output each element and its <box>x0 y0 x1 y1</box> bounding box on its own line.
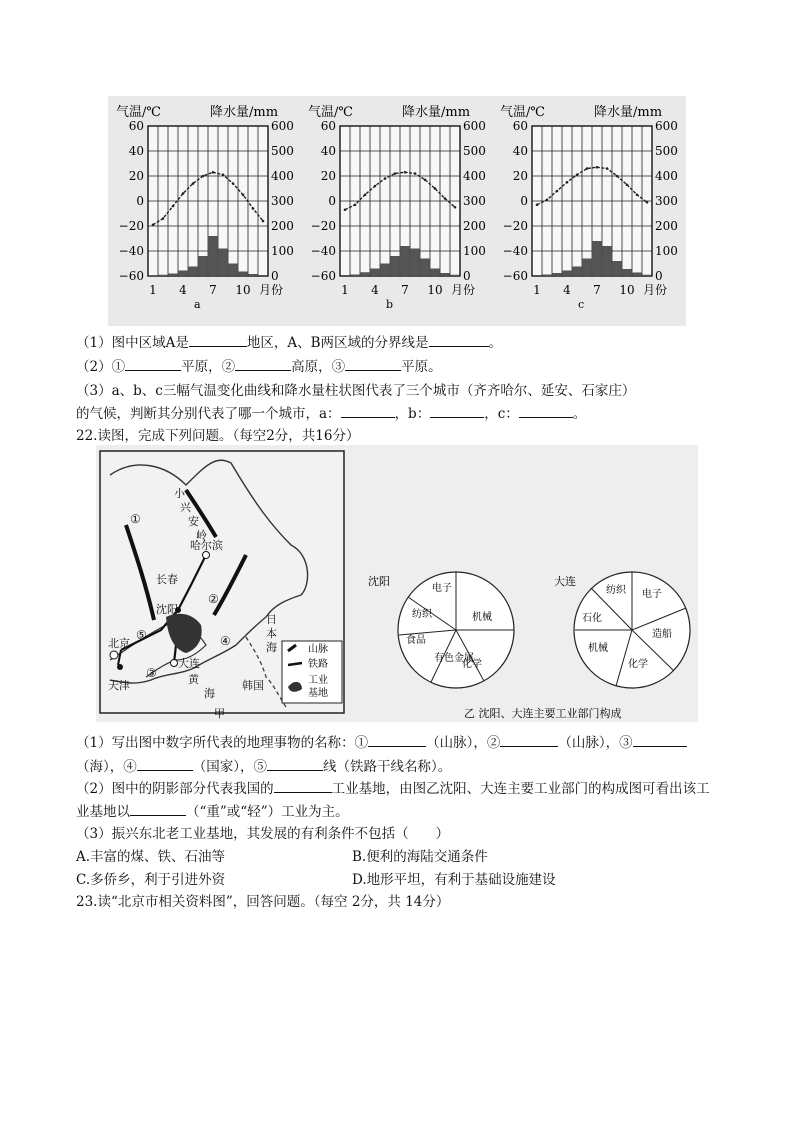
month-tick-label: 7 <box>593 283 601 297</box>
marker-1: ① <box>130 512 141 526</box>
precip-bar <box>179 271 188 277</box>
precip-bar <box>533 275 542 276</box>
precip-bar <box>169 274 178 277</box>
temperature-point <box>424 178 427 181</box>
label-japan-sea-3: 海 <box>266 641 277 654</box>
answer-blank[interactable] <box>137 758 193 771</box>
map-legend <box>282 641 342 703</box>
temperature-point <box>262 220 265 223</box>
precip-tick-label: 200 <box>655 219 678 233</box>
q23-header: 23.读“北京市相关资料图”，回答问题。（每空 2分，共 14分） <box>76 894 450 910</box>
temperature-point <box>242 193 245 196</box>
temp-tick-label: −20 <box>310 219 336 233</box>
precip-tick-label: 0 <box>271 269 279 283</box>
precip-tick-label: 100 <box>271 244 294 258</box>
right-axis-title: 降水量/mm <box>210 105 279 120</box>
pie-shenyang-sector-fangzhi: 纺织 <box>412 609 432 620</box>
temperature-point <box>586 167 589 170</box>
q22-l1-text-c: （山脉），③ <box>558 735 633 751</box>
q22-option-a[interactable]: A.丰富的煤、铁、石油等 <box>76 849 226 865</box>
legend-industry-label-2: 基地 <box>308 688 328 699</box>
temp-tick-label: 40 <box>320 144 336 158</box>
q21-l4-text-d: 。 <box>572 406 587 422</box>
precip-bar <box>451 275 460 276</box>
temperature-point <box>616 175 619 178</box>
pie-shenyang-sector-shipin: 食品 <box>406 635 426 646</box>
legend-industry-label-1: 工业 <box>308 675 328 686</box>
temperature-point <box>434 187 437 190</box>
precip-bar <box>553 273 562 276</box>
precip-bar <box>623 269 632 276</box>
answer-blank[interactable] <box>267 758 323 771</box>
pie-caption: 乙 沈阳、大连主要工业部门构成 <box>464 707 622 720</box>
q22-l2-text-b: （国家），⑤ <box>192 759 267 775</box>
q21-l4-text-c: ，c： <box>484 406 519 422</box>
precip-tick-label: 0 <box>655 269 663 283</box>
temperature-point <box>162 217 165 220</box>
climate-charts-figure <box>108 96 686 326</box>
temperature-point <box>576 173 579 176</box>
precip-bar <box>543 275 552 277</box>
temperature-point <box>222 173 225 176</box>
q21-l2-text-d: 平原。 <box>401 359 442 375</box>
city-tianjin-marker <box>117 664 123 670</box>
temp-tick-label: −40 <box>502 244 528 258</box>
answer-blank[interactable] <box>341 405 395 418</box>
pie-shenyang <box>398 572 514 688</box>
q21-line-2 <box>76 355 442 375</box>
temperature-point <box>626 183 629 186</box>
precip-bar <box>633 273 642 277</box>
q22-line-3 <box>76 777 710 797</box>
chart-letter: c <box>578 298 585 311</box>
precip-tick-label: 600 <box>271 119 294 133</box>
label-japan-sea-2: 本 <box>266 627 277 640</box>
temperature-point <box>404 171 407 174</box>
temp-tick-label: −40 <box>118 244 144 258</box>
temperature-point <box>596 166 599 169</box>
precip-bar <box>603 246 612 276</box>
map-and-pies-svg <box>96 445 698 722</box>
temperature-point <box>202 175 205 178</box>
q22-l4-text-b: （“重”或“轻”）工业为主。 <box>186 804 349 820</box>
precip-tick-label: 400 <box>271 169 294 183</box>
precip-bar <box>189 267 198 277</box>
month-unit-label: 月份 <box>450 283 476 297</box>
precip-tick-label: 0 <box>463 269 471 283</box>
temp-tick-label: 20 <box>320 169 336 183</box>
label-xing: 兴 <box>180 501 191 514</box>
q22-option-b[interactable]: B.便利的海陆交通条件 <box>352 849 488 865</box>
temperature-point <box>414 172 417 175</box>
label-harbin: 哈尔滨 <box>190 539 223 552</box>
q22-line-4 <box>76 800 349 820</box>
temperature-point <box>152 223 155 226</box>
pie-shenyang-sector-huaxue: 化学 <box>462 659 482 670</box>
precip-bar <box>229 264 238 277</box>
temperature-point <box>172 205 175 208</box>
temp-tick-label: 0 <box>520 194 528 208</box>
q22-l1-text-a: （1）写出图中数字所代表的地理事物的名称：① <box>76 735 369 751</box>
precip-bar <box>583 259 592 277</box>
marker-5: ⑤ <box>136 628 147 642</box>
temperature-point <box>454 206 457 209</box>
pie-shenyang-sector-jixie: 机械 <box>472 612 492 623</box>
q22-option-d[interactable]: D.地形平坦，有利于基础设施建设 <box>352 872 556 888</box>
precip-bar <box>159 275 168 276</box>
label-beijing: 北京 <box>108 637 130 650</box>
precip-tick-label: 300 <box>271 194 294 208</box>
temperature-point <box>556 190 559 193</box>
pie-dalian-sector-dianzi: 电子 <box>642 589 662 600</box>
month-tick-label: 10 <box>619 283 635 297</box>
precip-bar <box>219 249 228 277</box>
temperature-point <box>566 181 569 184</box>
answer-blank[interactable] <box>368 734 426 747</box>
temperature-point <box>536 203 539 206</box>
month-unit-label: 月份 <box>258 283 284 297</box>
precip-bar <box>351 275 360 277</box>
q21-l1-text-b: 地区，A、B两区域的分界线是 <box>246 335 429 351</box>
pie-shenyang-sector-youse: 有色金属 <box>434 653 474 664</box>
label-japan-sea-1: 日 <box>266 613 277 626</box>
temperature-point <box>384 177 387 180</box>
q22-line-5: （3）振兴东北老工业基地，其发展的有利条件不包括（ ） <box>76 826 450 842</box>
precip-bar <box>391 256 400 276</box>
precip-bar <box>593 241 602 276</box>
precip-tick-label: 100 <box>655 244 678 258</box>
pie-dalian-sector-shihua: 石化 <box>582 613 602 624</box>
precip-bar <box>421 259 430 277</box>
pie-dalian-title: 大连 <box>554 575 576 588</box>
temp-tick-label: −60 <box>502 269 528 283</box>
pie-dalian-sector-jixie: 机械 <box>588 643 608 654</box>
temperature-point <box>192 182 195 185</box>
precip-bar <box>239 272 248 277</box>
label-dalian: 大连 <box>178 657 200 670</box>
temp-tick-label: −40 <box>310 244 336 258</box>
month-tick-label: 10 <box>235 283 251 297</box>
precip-tick-label: 600 <box>463 119 486 133</box>
label-ling: 岭 <box>196 529 207 542</box>
answer-blank[interactable] <box>430 405 484 418</box>
label-korea: 韩国 <box>242 679 264 692</box>
precip-bar <box>431 269 440 277</box>
legend-railway-label: 铁路 <box>308 659 328 670</box>
pie-dalian-sector-fangzhi: 纺织 <box>606 585 626 596</box>
marker-2: ② <box>208 592 219 606</box>
month-tick-label: 4 <box>371 283 379 297</box>
pie-shenyang-title: 沈阳 <box>368 575 390 588</box>
precip-tick-label: 500 <box>655 144 678 158</box>
label-hai: 海 <box>204 687 215 700</box>
temp-tick-label: 60 <box>320 119 336 133</box>
northeast-map-figure <box>96 445 698 722</box>
q21-l1-text-a: （1）图中区域A是 <box>76 335 189 351</box>
precip-bar <box>381 264 390 277</box>
q22-l3-text-b: 工业基地，由图乙沈阳、大连主要工业部门的构成图可看出该工 <box>331 781 710 797</box>
q21-l2-text-b: 平原，② <box>181 359 236 375</box>
temp-tick-label: 40 <box>128 144 144 158</box>
map-jia-label: 甲 <box>214 707 225 720</box>
precip-tick-label: 500 <box>463 144 486 158</box>
right-axis-title: 降水量/mm <box>594 105 663 120</box>
month-tick-label: 1 <box>533 283 541 297</box>
q21-line-3: （3）a、b、c三幅气温变化曲线和降水量柱状图代表了三个城市（齐齐哈尔、延安、石家庄） <box>76 383 636 399</box>
precip-bar <box>259 275 268 276</box>
precip-tick-label: 300 <box>655 194 678 208</box>
marker-4: ④ <box>220 634 231 648</box>
precip-bar <box>441 273 450 276</box>
temp-tick-label: 60 <box>128 119 144 133</box>
temperature-point <box>354 203 357 206</box>
temp-tick-label: 0 <box>136 194 144 208</box>
precip-tick-label: 200 <box>271 219 294 233</box>
temp-tick-label: −60 <box>310 269 336 283</box>
left-axis-title: 气温/℃ <box>116 105 161 120</box>
month-tick-label: 1 <box>341 283 349 297</box>
q21-line-4 <box>76 402 586 422</box>
answer-blank[interactable] <box>429 334 489 347</box>
answer-blank[interactable] <box>189 334 247 347</box>
q22-l2-text-c: 线（铁路干线名称）。 <box>323 759 452 775</box>
label-xiao: 小 <box>174 487 185 500</box>
city-beijing-marker <box>110 651 118 659</box>
answer-blank[interactable] <box>274 780 332 793</box>
pie-dalian-sector-zaochuan: 造船 <box>652 629 672 640</box>
precip-bar <box>411 249 420 277</box>
climate-charts-svg <box>108 96 686 326</box>
q22-line-1 <box>76 731 687 751</box>
month-tick-label: 7 <box>401 283 409 297</box>
precip-bar <box>341 275 350 276</box>
temperature-point <box>394 172 397 175</box>
q22-l2-text-a: （海），④ <box>76 759 137 775</box>
precip-tick-label: 300 <box>463 194 486 208</box>
label-huang: 黄 <box>188 673 199 686</box>
precip-bar <box>149 275 158 276</box>
temp-tick-label: −20 <box>502 219 528 233</box>
month-tick-label: 4 <box>563 283 571 297</box>
q21-l2-text-c: 高原，③ <box>291 359 346 375</box>
precip-bar <box>371 269 380 277</box>
month-tick-label: 10 <box>427 283 443 297</box>
answer-blank[interactable] <box>235 358 291 371</box>
temperature-point <box>232 182 235 185</box>
temperature-point <box>374 185 377 188</box>
precip-tick-label: 200 <box>463 219 486 233</box>
pie-shenyang-sector-dianzi: 电子 <box>432 583 452 594</box>
temperature-point <box>606 167 609 170</box>
answer-blank[interactable] <box>519 405 573 418</box>
temp-tick-label: −20 <box>118 219 144 233</box>
temperature-point <box>444 197 447 200</box>
temperature-point <box>636 193 639 196</box>
temp-tick-label: 40 <box>512 144 528 158</box>
q22-option-c[interactable]: C.多侨乡，利于引进外资 <box>76 872 226 888</box>
q22-header: 22.读图，完成下列问题。（每空2分，共16分） <box>76 428 360 444</box>
label-an: 安 <box>188 515 199 528</box>
chart-letter: b <box>386 298 394 311</box>
label-shenyang: 沈阳 <box>156 603 178 616</box>
q22-l1-text-b: （山脉），② <box>426 735 501 751</box>
label-tianjin: 天津 <box>108 679 130 692</box>
q22-l4-text-a: 业基地以 <box>76 804 130 820</box>
precip-bar <box>361 272 370 276</box>
legend-mountain-label: 山脉 <box>308 644 328 655</box>
month-tick-label: 7 <box>209 283 217 297</box>
precip-tick-label: 400 <box>655 169 678 183</box>
left-axis-title: 气温/℃ <box>500 105 545 120</box>
pie-dalian-sector-huaxue: 化学 <box>628 659 648 670</box>
precip-bar <box>573 267 582 277</box>
month-tick-label: 1 <box>149 283 157 297</box>
precip-bar <box>209 236 218 276</box>
temperature-point <box>182 192 185 195</box>
temperature-point <box>212 171 215 174</box>
temperature-point <box>344 208 347 211</box>
marker-3: ③ <box>146 666 157 680</box>
temperature-point <box>646 201 649 204</box>
month-unit-label: 月份 <box>642 283 668 297</box>
pie-dalian <box>574 572 690 688</box>
precip-bar <box>249 274 258 276</box>
city-dalian-marker <box>171 660 178 667</box>
answer-blank[interactable] <box>633 734 687 747</box>
q21-line-1 <box>76 331 502 351</box>
temp-tick-label: 20 <box>512 169 528 183</box>
q21-l4-text-b: ，b： <box>394 406 431 422</box>
precip-bar <box>643 275 652 276</box>
temp-tick-label: 0 <box>328 194 336 208</box>
chart-letter: a <box>194 298 201 311</box>
temp-tick-label: −60 <box>118 269 144 283</box>
precip-tick-label: 100 <box>463 244 486 258</box>
temperature-point <box>546 198 549 201</box>
precip-bar <box>563 271 572 277</box>
left-axis-title: 气温/℃ <box>308 105 353 120</box>
precip-bar <box>613 261 622 276</box>
q21-l1-text-c: 。 <box>488 335 503 351</box>
precip-bar <box>199 256 208 276</box>
answer-blank[interactable] <box>130 803 186 816</box>
q21-l4-text-a: 的气候，判断其分别代表了哪一个城市，a： <box>76 406 341 422</box>
precip-bar <box>401 246 410 276</box>
answer-blank[interactable] <box>500 734 558 747</box>
temp-tick-label: 20 <box>128 169 144 183</box>
answer-blank[interactable] <box>345 358 401 371</box>
label-changchun: 长春 <box>156 573 178 586</box>
temperature-point <box>252 207 255 210</box>
month-tick-label: 4 <box>179 283 187 297</box>
q21-l2-text-a: （2）① <box>76 359 126 375</box>
q22-l3-text-a: （2）图中的阴影部分代表我国的 <box>76 781 274 797</box>
answer-blank[interactable] <box>125 358 181 371</box>
temp-tick-label: 60 <box>512 119 528 133</box>
precip-tick-label: 600 <box>655 119 678 133</box>
right-axis-title: 降水量/mm <box>402 105 471 120</box>
q22-line-2 <box>76 755 451 775</box>
temperature-point <box>364 193 367 196</box>
precip-tick-label: 500 <box>271 144 294 158</box>
city-harbin-marker <box>203 552 210 559</box>
precip-tick-label: 400 <box>463 169 486 183</box>
